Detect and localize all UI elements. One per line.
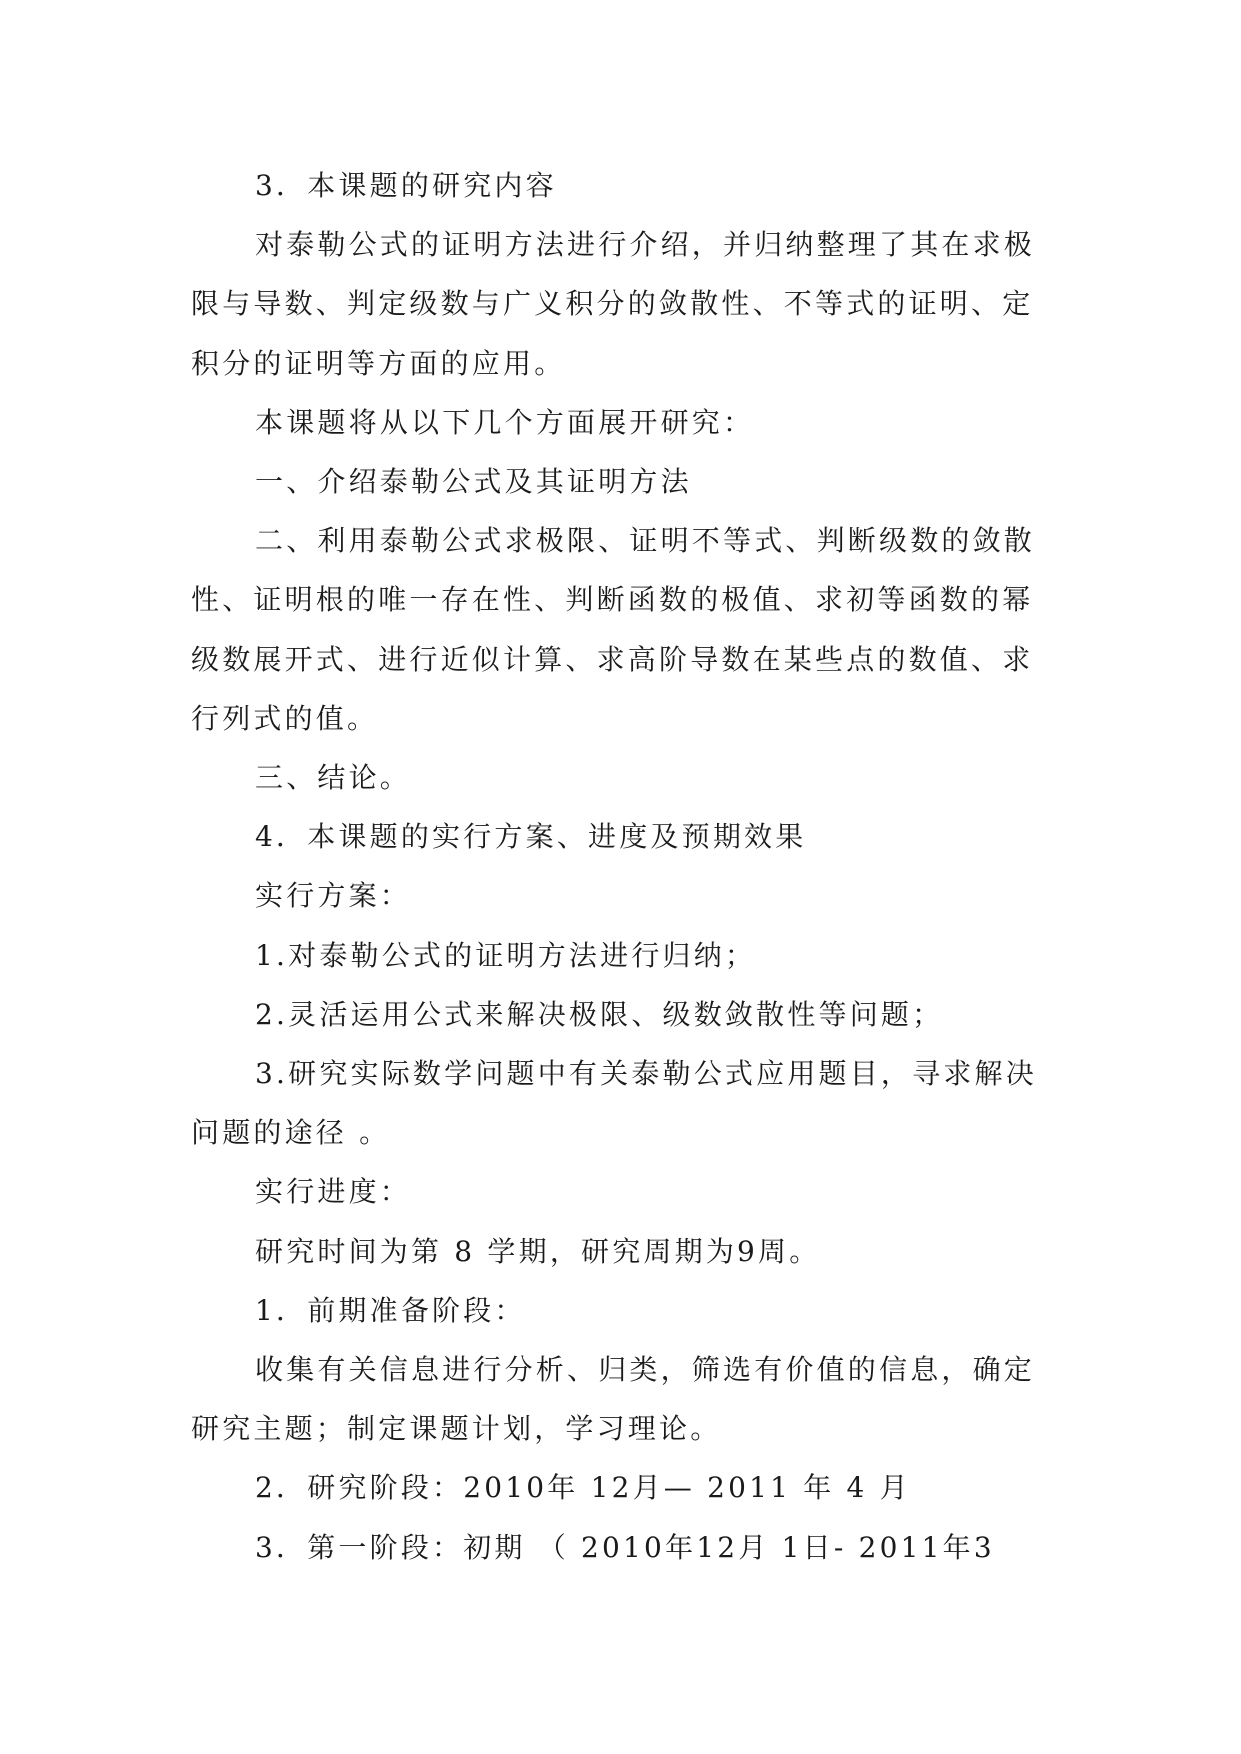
- plan-item-3: 3.研究实际数学问题中有关泰勒公式应用题目，寻求解决问题的途径 。: [191, 1057, 1037, 1150]
- plan-item-2: 2.灵活运用公式来解决极限、级数敛散性等问题；: [255, 997, 944, 1031]
- plan-item-1: 1.对泰勒公式的证明方法进行归纳；: [255, 938, 757, 972]
- subheading-progress: 实行进度：: [255, 1175, 412, 1209]
- stage-first: 3．第一阶段：初期 （ 2010年12月 1日- 2011年3: [255, 1530, 995, 1564]
- section-heading-plan: 4．本课题的实行方案、进度及预期效果: [255, 820, 807, 854]
- document-body: [191, 156, 1051, 1577]
- list-item-two: 二、利用泰勒公式求极限、证明不等式、判断级数的敛散性、证明根的唯一存在性、判断函数的极值、求初等函数的幂级数展开式、进行近似计算、求高阶导数在某些点的数值、求行列式的值。: [191, 524, 1036, 735]
- stage-research: 2．研究阶段：2010年 12月— 2011 年 4 月: [255, 1471, 911, 1505]
- paragraph-intro: 对泰勒公式的证明方法进行介绍，并归纳整理了其在求极限与导数、判定级数与广义积分的敛散性、不等式的证明、定积分的证明等方面的应用。: [191, 228, 1036, 380]
- list-item-three: 三、结论。: [255, 761, 412, 795]
- subheading-plan: 实行方案：: [255, 879, 412, 913]
- paragraph-research-time: 研究时间为第 8 学期，研究周期为9周。: [255, 1234, 821, 1268]
- stage-preparation: 1．前期准备阶段：: [255, 1293, 526, 1327]
- paragraph-research-aspects: 本课题将从以下几个方面展开研究：: [255, 405, 755, 439]
- list-item-one: 一、介绍泰勒公式及其证明方法: [255, 465, 692, 499]
- paragraph-preparation-detail: 收集有关信息进行分析、归类，筛选有价值的信息，确定研究主题；制定课题计划，学习理论。: [191, 1353, 1036, 1446]
- section-heading-research-content: 3．本课题的研究内容: [255, 169, 557, 202]
